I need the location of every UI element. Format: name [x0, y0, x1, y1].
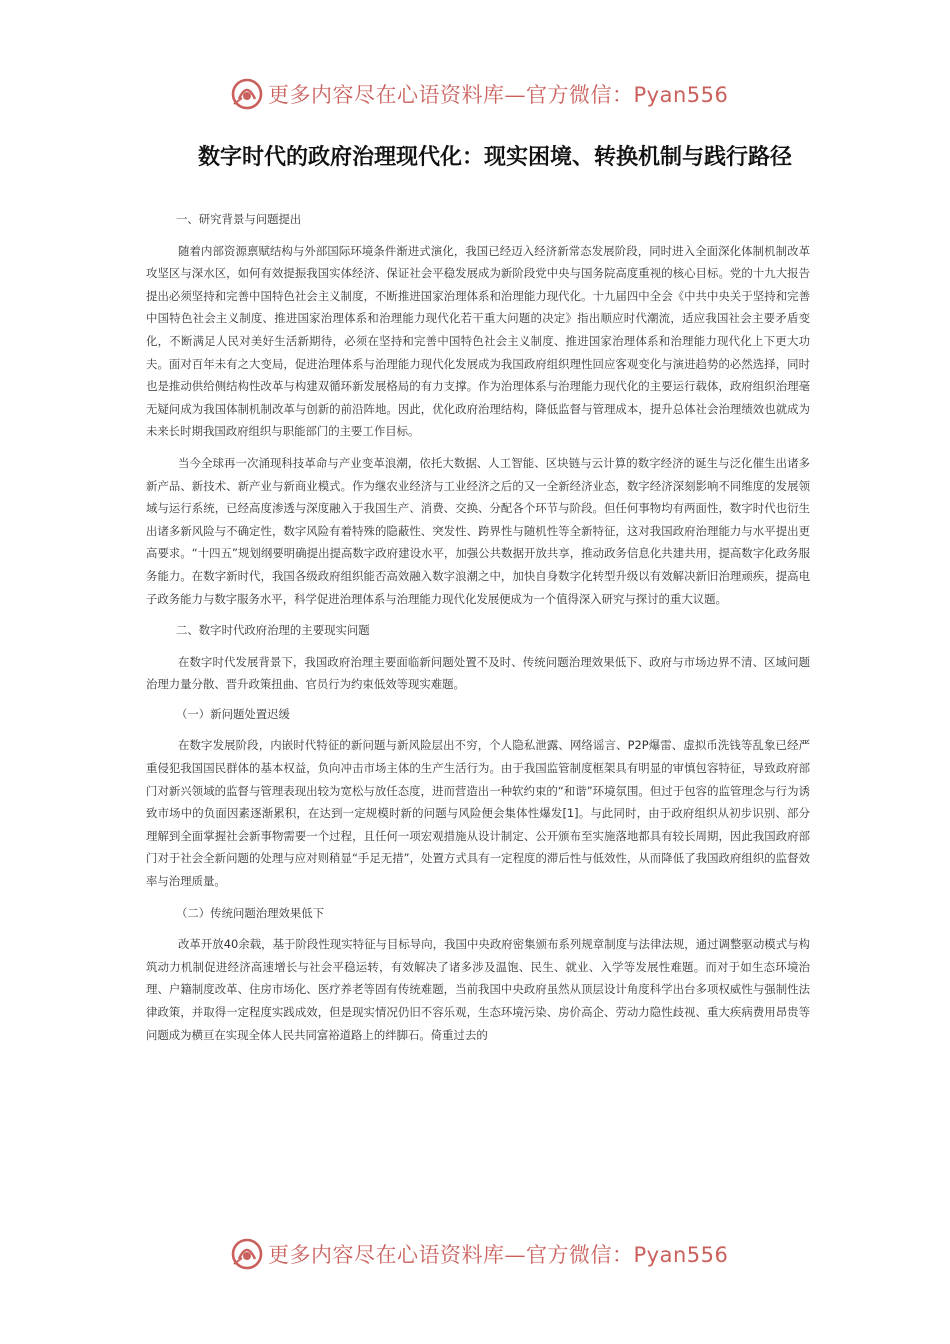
paragraph: 当今全球再一次涌现科技革命与产业变革浪潮，依托大数据、人工智能、区块链与云计算的数字经济的诞生与泛化催生出诸多新产品、新技术、新产业与新商业模式。作为继农业经济与工业经济之后的又一全新经济业态，数字经济深刻影响不同维度的发展领域与运行系统，已经高度渗透与深度融入于我国生产、消费、交换、分配各个环节与阶段。但任何事物均有两面性，数字时代也衍生出诸多新风险与不确定性，数字风险有着特殊的隐蔽性、突发性、跨界性与随机性等全新特征，这对我国政府治理能力与水平提出更高要求。“十四五”规划纲要明确提出提高数字政府建设水平，加强公共数据开放共享，推动政务信息化共建共用，提高数字化政务服务能力。在数字新时代，我国各级政府组织能否高效融入数字浪潮之中，加快自身数字化转型升级以有效解决新旧治理顽疾，提高电子政务能力与数字服务水平，科学促进治理体系与治理能力现代化发展便成为一个值得深入研究与探讨的重大议题。 — [146, 455, 810, 606]
watermark-text-cn: 更多内容尽在心语资料库—官方微信： — [268, 83, 634, 107]
footer-watermark-banner — [0, 1234, 950, 1274]
watermark-group — [230, 1234, 728, 1274]
paragraph: 在数字时代发展背景下，我国政府治理主要面临新问题处置不及时、传统问题治理效果低下、政府与市场边界不清、区域问题治理力量分散、晋升政策扭曲、官员行为约束低效等现实难题。 — [146, 654, 810, 692]
section-heading-1: 一、研究背景与问题提出 — [176, 212, 302, 226]
paragraph: 随着内部资源禀赋结构与外部国际环境条件渐进式演化，我国已经迈入经济新常态发展阶段，同时进入全面深化体制机制改革攻坚区与深水区，如何有效提振我国实体经济、保证社会平稳发展成为新阶段党中央与国务院高度重视的核心目标。党的十九大报告提出必须坚持和完善中国特色社会主义制度，不断推进国家治理体系和治理能力现代化。十九届四中全会《中共中央关于坚持和完善中国特色社会主义制度、推进国家治理体系和治理能力现代化若干重大问题的决定》指出顺应时代潮流，适应我国社会主要矛盾变化，不断满足人民对美好生活新期待，必须在坚持和完善中国特色社会主义制度、推进国家治理体系和治理能力现代化上下更大功夫。面对百年未有之大变局，促进治理体系与治理能力现代化发展成为我国政府组织理性回应客观变化与演进趋势的必然选择，同时也是推动供给侧结构性改革与构建双循环新发展格局的有力支撑。作为治理体系与治理能力现代化的主要运行载体，政府组织治理毫无疑问成为我国体制机制改革与创新的前沿阵地。因此，优化政府治理结构，降低监督与管理成本，提升总体社会治理绩效也就成为未来长时期我国政府组织与职能部门的主要工作目标。 — [146, 243, 810, 439]
document-body — [146, 208, 810, 1055]
section-heading-2: 二、数字时代政府治理的主要现实问题 — [176, 623, 370, 638]
watermark-group — [230, 74, 728, 114]
document-title: 数字时代的政府治理现代化：现实困境、转换机制与践行路径 — [197, 145, 792, 170]
paragraph: 在数字发展阶段，内嵌时代特征的新问题与新风险层出不穷，个人隐私泄露、网络谣言、P2P爆雷、虚拟币洗钱等乱象已经严重侵犯我国国民群体的基本权益，负向冲击市场主体的生产生活行为。由于我国监管制度框架具有明显的审慎包容特征，导致政府部门对新兴领域的监督与管理表现出较为宽松与放任态度，进而营造出一种软约束的“和谐”环境氛围。但过于包容的监管理念与行为诱致市场中的负面因素逐渐累积，在达到一定规模时新的问题与风险便会集体性爆发[1]。与此同时，由于政府组织从初步识别、部分理解到全面掌握社会新事物需要一个过程，且任何一项宏观措施从设计制定、公开颁布至实施落地都具有较长周期，因此我国政府部门对于社会全新问题的处理与应对则稍显“手足无措”，处置方式具有一定程度的滞后性与低效性，从而降低了我国政府组织的监督效率与治理质量。 — [146, 738, 810, 889]
watermark-wechat-id: Pyan556 — [633, 1243, 729, 1267]
watermark-text — [268, 79, 728, 109]
subsection-heading-2: （二）传统问题治理效果低下 — [176, 905, 325, 920]
header-watermark-banner — [0, 74, 950, 114]
watermark-wechat-id: Pyan556 — [633, 83, 729, 107]
seal-logo-icon — [230, 77, 264, 111]
watermark-text — [268, 1239, 728, 1269]
watermark-text-cn: 更多内容尽在心语资料库—官方微信： — [268, 1243, 634, 1267]
seal-logo-icon — [230, 1237, 264, 1271]
subsection-heading-1: （一）新问题处置迟缓 — [176, 706, 290, 721]
paragraph: 改革开放40余载，基于阶段性现实特征与目标导向，我国中央政府密集颁布系列规章制度与法律法规，通过调整驱动模式与构筑动力机制促进经济高速增长与社会平稳运转，有效解决了诸多涉及温饱、民生、就业、入学等发展性难题。而对于如生态环境治理、户籍制度改革、住房市场化、医疗养老等固有传统难题，当前我国中央政府虽然从顶层设计角度科学出台多项权威性与强制性法律政策，并取得一定程度实践成效，但是现实情况仍旧不容乐观，生态环境污染、房价高企、劳动力隐性歧视、重大疾病费用昂贵等问题成为横亘在实现全体人民共同富裕道路上的绊脚石。倚重过去的 — [146, 937, 810, 1042]
